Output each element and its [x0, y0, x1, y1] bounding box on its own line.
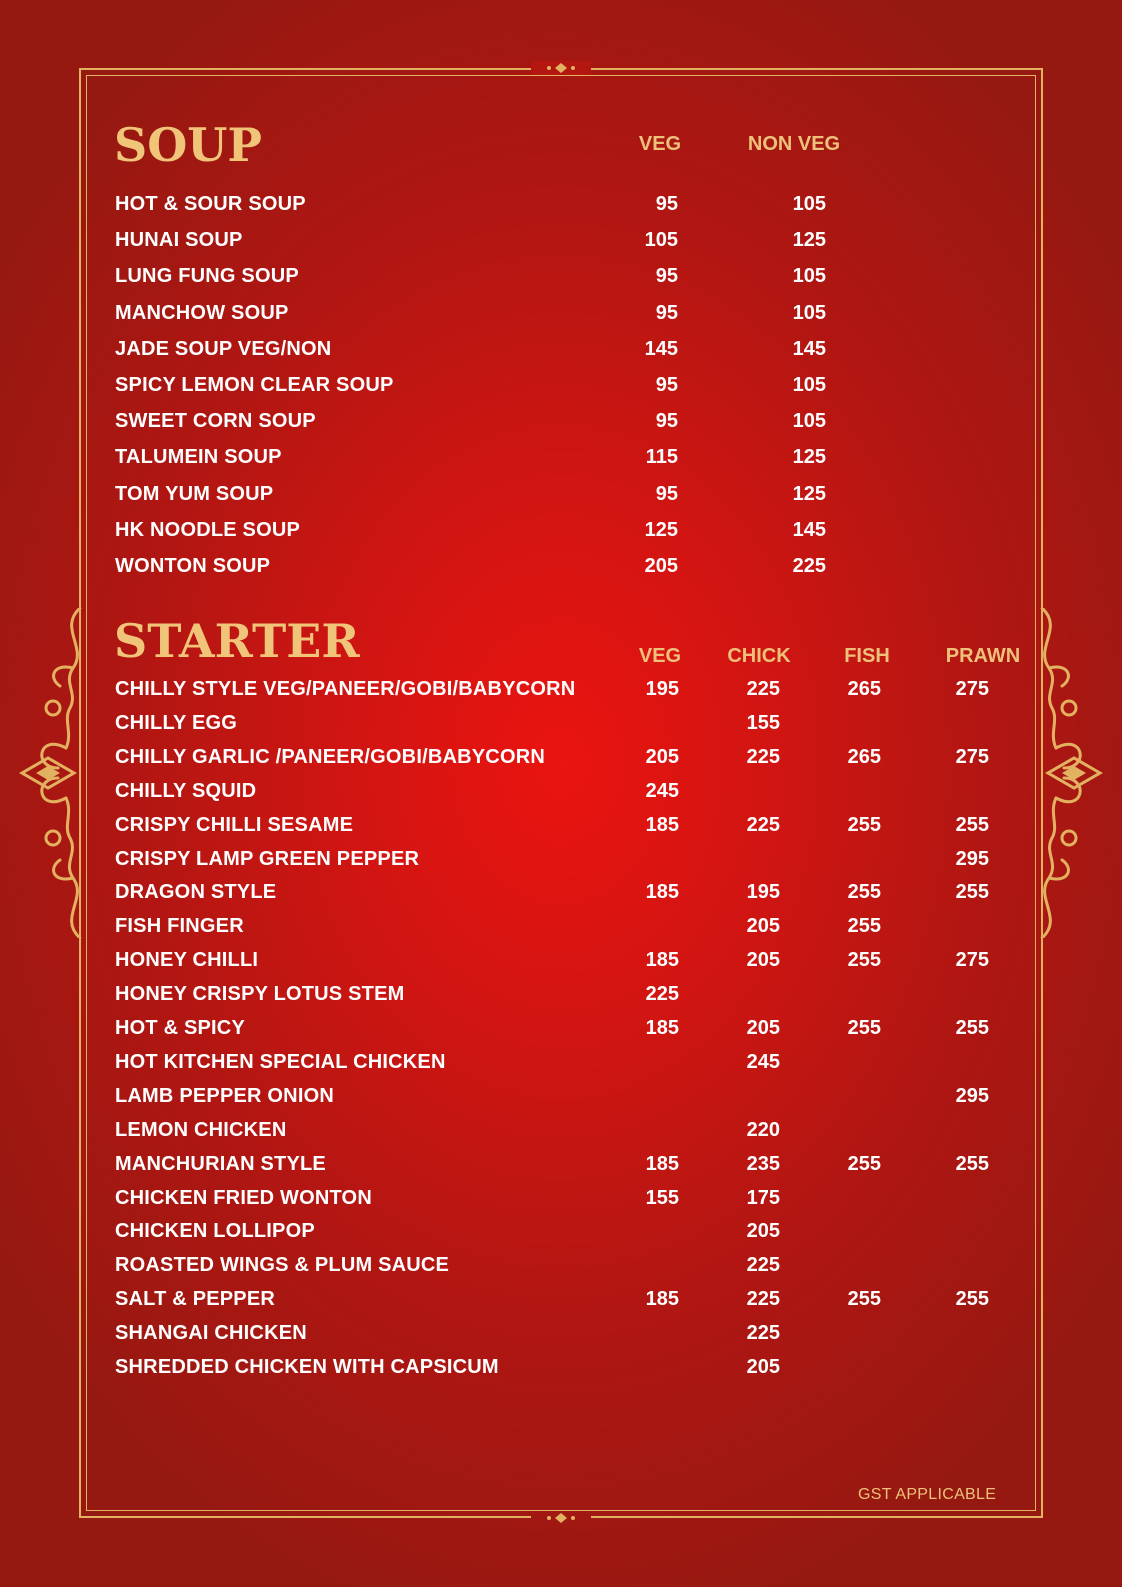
- menu-item-name: FISH FINGER: [115, 915, 244, 938]
- price-nonveg: 125: [792, 482, 826, 505]
- starter-section-title: STARTER: [114, 614, 360, 668]
- price-fish: 265: [847, 745, 881, 768]
- price-chick: 205: [746, 915, 780, 938]
- price-veg: 95: [655, 193, 678, 215]
- price-fish: 255: [847, 1288, 881, 1311]
- price-veg: 205: [644, 555, 678, 577]
- price-chick: 225: [746, 813, 780, 836]
- price-nonveg: 105: [792, 410, 826, 433]
- price-veg: 245: [645, 779, 679, 802]
- price-prawn: 255: [955, 1017, 989, 1039]
- price-chick: 225: [746, 745, 780, 768]
- menu-item-name: SWEET CORN SOUP: [115, 410, 316, 433]
- menu-item-row: [0, 446, 1122, 476]
- menu-item-row: [0, 1187, 1122, 1217]
- starter-header-chick: CHICK: [727, 645, 791, 667]
- menu-item-name: TOM YUM SOUP: [115, 482, 274, 505]
- menu-item-row: [0, 410, 1122, 440]
- price-veg: 185: [645, 1288, 679, 1311]
- menu-item-row: [0, 915, 1122, 945]
- price-veg: 185: [645, 1017, 679, 1039]
- price-nonveg: 105: [792, 301, 826, 324]
- menu-item-name: CHILLY EGG: [115, 711, 238, 734]
- price-veg: 155: [645, 1186, 679, 1209]
- price-chick: 175: [746, 1186, 780, 1209]
- menu-item-row: [0, 519, 1122, 549]
- price-prawn: 275: [955, 745, 989, 768]
- menu-item-row: [0, 881, 1122, 911]
- price-veg: 185: [645, 949, 679, 972]
- menu-item-row: [0, 780, 1122, 810]
- price-veg: 115: [645, 446, 678, 469]
- price-chick: 235: [746, 1152, 780, 1175]
- price-veg: 225: [645, 983, 679, 1006]
- price-chick: 205: [746, 1356, 780, 1378]
- price-chick: 195: [746, 881, 780, 904]
- menu-item-row: [0, 193, 1122, 223]
- menu-item-name: MANCHOW SOUP: [115, 301, 289, 324]
- price-chick: 225: [746, 1322, 780, 1345]
- price-prawn: 275: [955, 678, 989, 700]
- menu-item-name: CRISPY LAMP GREEN PEPPER: [115, 847, 420, 870]
- price-prawn: 255: [955, 1288, 989, 1311]
- price-veg: 95: [655, 482, 678, 505]
- menu-item-name: HONEY CHILLI: [115, 949, 259, 972]
- menu-item-name: HOT & SPICY: [115, 1017, 245, 1039]
- menu-item-row: [0, 814, 1122, 844]
- menu-item-row: [0, 229, 1122, 259]
- menu-item-name: CHILLY GARLIC /PANEER/GOBI/BABYCORN: [115, 745, 545, 768]
- price-veg: 185: [645, 881, 679, 904]
- starter-header-fish: FISH: [844, 645, 890, 667]
- price-prawn: 255: [955, 813, 989, 836]
- menu-item-name: CHICKEN FRIED WONTON: [115, 1186, 372, 1209]
- price-veg: 95: [655, 374, 678, 396]
- price-chick: 245: [746, 1050, 780, 1073]
- menu-item-name: HK NOODLE SOUP: [115, 518, 301, 541]
- soup-header-veg: VEG: [638, 133, 682, 155]
- menu-item-name: TALUMEIN SOUP: [115, 446, 282, 469]
- menu-item-row: [0, 1254, 1122, 1284]
- menu-item-name: HONEY CRISPY LOTUS STEM: [115, 983, 405, 1006]
- menu-item-name: SHREDDED CHICKEN WITH CAPSICUM: [115, 1356, 499, 1378]
- price-chick: 225: [746, 678, 780, 700]
- menu-item-name: SHANGAI CHICKEN: [115, 1322, 307, 1345]
- soup-header-nonveg: NON VEG: [747, 133, 841, 155]
- price-fish: 255: [847, 813, 881, 836]
- price-chick: 225: [746, 1288, 780, 1311]
- price-veg: 195: [645, 678, 679, 700]
- price-veg: 185: [645, 1152, 679, 1175]
- price-nonveg: 145: [792, 518, 826, 541]
- menu-item-row: [0, 1356, 1122, 1386]
- price-prawn: 295: [955, 847, 989, 870]
- price-nonveg: 105: [792, 193, 826, 215]
- menu-item-row: [0, 1085, 1122, 1115]
- price-prawn: 255: [955, 881, 989, 904]
- menu-item-name: WONTON SOUP: [115, 555, 271, 577]
- price-nonveg: 105: [792, 265, 826, 288]
- price-veg: 95: [655, 301, 678, 324]
- price-veg: 185: [645, 813, 679, 836]
- soup-section-title: SOUP: [114, 118, 262, 172]
- menu-item-row: [0, 746, 1122, 776]
- price-veg: 105: [644, 229, 678, 252]
- price-chick: 205: [746, 1017, 780, 1039]
- price-nonveg: 225: [792, 555, 826, 577]
- price-fish: 255: [847, 1017, 881, 1039]
- menu-item-row: [0, 302, 1122, 332]
- menu-item-name: SALT & PEPPER: [115, 1288, 276, 1311]
- price-nonveg: 145: [792, 337, 826, 360]
- menu-item-name: HUNAI SOUP: [115, 229, 243, 252]
- menu-item-row: [0, 483, 1122, 513]
- menu-item-row: [0, 678, 1122, 708]
- price-veg: 145: [644, 337, 678, 360]
- price-fish: 255: [847, 1152, 881, 1175]
- price-nonveg: 125: [792, 229, 826, 252]
- menu-item-row: [0, 1153, 1122, 1183]
- price-chick: 205: [746, 1220, 780, 1243]
- menu-item-row: [0, 1322, 1122, 1352]
- menu-item-name: CRISPY CHILLI SESAME: [115, 813, 354, 836]
- menu-item-row: [0, 555, 1122, 585]
- menu-item-name: HOT KITCHEN SPECIAL CHICKEN: [115, 1050, 446, 1073]
- menu-item-row: [0, 374, 1122, 404]
- menu-item-row: [0, 983, 1122, 1013]
- price-chick: 220: [746, 1118, 780, 1141]
- price-prawn: 295: [955, 1084, 989, 1107]
- diamond-divider-icon: [531, 1511, 591, 1525]
- menu-item-row: [0, 949, 1122, 979]
- menu-item-name: LUNG FUNG SOUP: [115, 265, 299, 288]
- price-veg: 95: [655, 410, 678, 433]
- menu-item-row: [0, 712, 1122, 742]
- price-nonveg: 105: [792, 374, 826, 396]
- price-veg: 205: [645, 745, 679, 768]
- price-veg: 125: [644, 518, 678, 541]
- price-prawn: 275: [955, 949, 989, 972]
- menu-item-row: [0, 1220, 1122, 1250]
- menu-item-row: [0, 1119, 1122, 1149]
- menu-item-name: CHILLY STYLE VEG/PANEER/GOBI/BABYCORN: [115, 678, 576, 700]
- menu-item-row: [0, 848, 1122, 878]
- menu-item-name: DRAGON STYLE: [115, 881, 277, 904]
- diamond-divider-icon: [531, 61, 591, 75]
- menu-item-name: MANCHURIAN STYLE: [115, 1152, 326, 1175]
- price-chick: 225: [746, 1254, 780, 1277]
- menu-item-name: ROASTED WINGS & PLUM SAUCE: [115, 1254, 450, 1277]
- menu-item-name: SPICY LEMON CLEAR SOUP: [115, 374, 394, 396]
- menu-item-row: [0, 1051, 1122, 1081]
- price-fish: 265: [847, 678, 881, 700]
- price-chick: 155: [746, 711, 780, 734]
- menu-item-name: LEMON CHICKEN: [115, 1118, 287, 1141]
- gst-note: GST APPLICABLE: [858, 1486, 997, 1503]
- menu-item-row: [0, 338, 1122, 368]
- price-chick: 205: [746, 949, 780, 972]
- price-fish: 255: [847, 915, 881, 938]
- price-fish: 255: [847, 949, 881, 972]
- menu-item-row: [0, 265, 1122, 295]
- menu-item-name: CHICKEN LOLLIPOP: [115, 1220, 315, 1243]
- starter-header-prawn: PRAWN: [945, 645, 1021, 667]
- starter-header-veg: VEG: [638, 645, 682, 667]
- menu-item-name: JADE SOUP VEG/NON: [115, 337, 332, 360]
- price-veg: 95: [655, 265, 678, 288]
- price-nonveg: 125: [792, 446, 826, 469]
- menu-item-name: CHILLY SQUID: [115, 779, 257, 802]
- menu-item-row: [0, 1288, 1122, 1318]
- menu-item-name: HOT & SOUR SOUP: [115, 193, 306, 215]
- price-fish: 255: [847, 881, 881, 904]
- price-prawn: 255: [955, 1152, 989, 1175]
- menu-item-name: LAMB PEPPER ONION: [115, 1084, 334, 1107]
- menu-item-row: [0, 1017, 1122, 1047]
